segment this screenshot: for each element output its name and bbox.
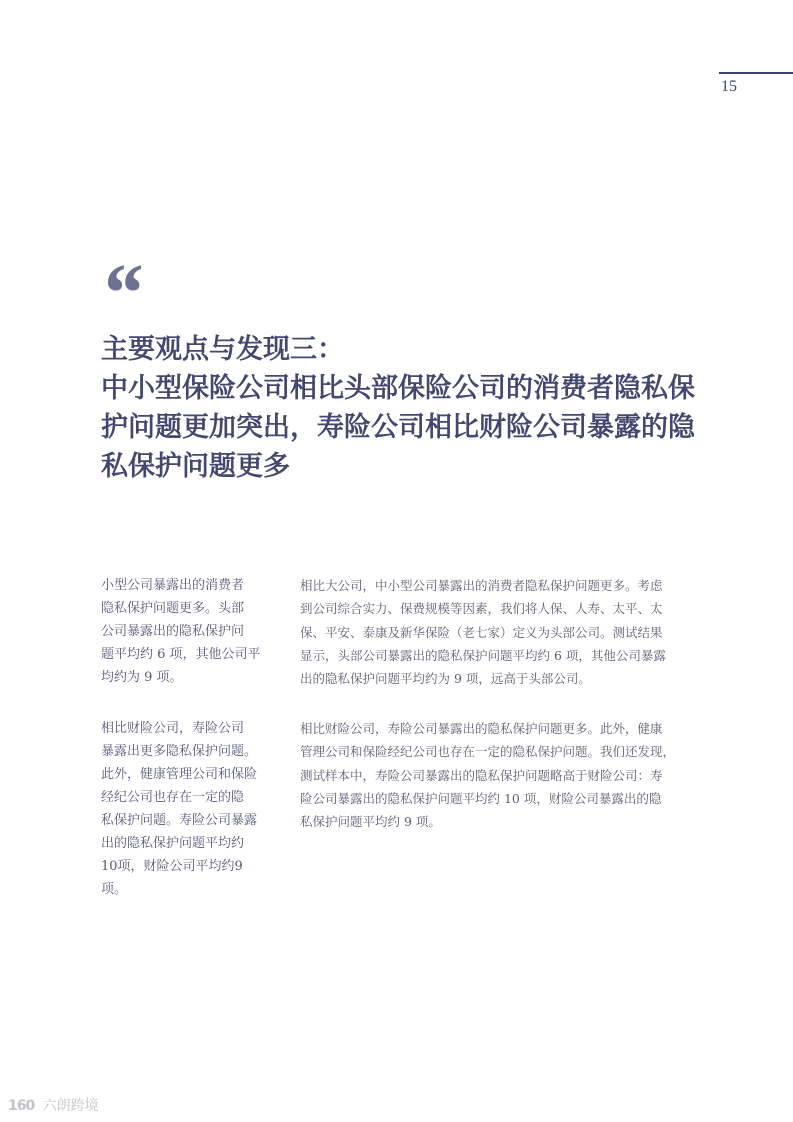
body-line: 到公司综合实力、保费规模等因素，我们将人保、人寿、太平、太: [300, 601, 663, 617]
quote-mark-icon: “: [100, 247, 142, 340]
body-line: 显示，头部公司暴露出的隐私保护问题平均约 6 项，其他公司暴露: [300, 647, 666, 663]
body-paragraph-insurance-type: [300, 717, 693, 833]
headline-line: 中小型保险公司相比头部保险公司的消费者隐私保: [101, 373, 695, 404]
sidebar-line: 私保护问题。寿险公司暴露: [101, 813, 258, 828]
watermark-logo-icon: 160: [8, 1098, 35, 1114]
body-line: 相比财险公司，寿险公司暴露出的隐私保护问题更多。此外，健康: [300, 721, 663, 736]
sidebar-line: 相比财险公司，寿险公司: [101, 721, 245, 736]
sidebar-line: 暴露出更多隐私保护问题。: [101, 744, 258, 759]
sidebar-line: 此外，健康管理公司和保险: [101, 767, 258, 782]
body-line: 测试样本中，寿险公司暴露出的隐私保护问题略高于财险公司：寿: [300, 767, 663, 783]
watermark-text: 六朗跨境: [42, 1098, 99, 1114]
body-line: 险公司暴露出的隐私保护问题平均约 10 项，财险公司暴露出的隐: [300, 790, 662, 806]
headline-line: 护问题更加突出，寿险公司相比财险公司暴露的隐: [101, 412, 695, 443]
sidebar-line: 隐私保护问题更多。头部: [101, 601, 245, 616]
headline-line: 主要观点与发现三：: [101, 334, 344, 365]
sidebar-line: 小型公司暴露出的消费者: [101, 578, 245, 593]
sidebar-line: 经纪公司也存在一定的隐: [101, 790, 245, 805]
page-number: 15: [721, 78, 737, 95]
sidebar-line: 均约为 9 项。: [101, 670, 183, 685]
sidebar-line: 出的隐私保护问题平均约: [101, 836, 245, 851]
page-header-rule: [719, 72, 793, 74]
sidebar-line: 10项，财险公司平均约9项。: [101, 859, 243, 897]
body-line: 私保护问题平均约 9 项。: [300, 814, 441, 830]
key-finding-headline: [101, 330, 701, 486]
body-line: 出的隐私保护问题平均约为 9 项，远高于头部公司。: [300, 671, 591, 687]
body-line: 保、平安、泰康及新华保险（老七家）定义为头部公司。测试结果: [300, 624, 663, 640]
sidebar-note-company-size: [101, 574, 266, 689]
sidebar-note-insurance-type: [101, 717, 266, 901]
watermark: [8, 1095, 99, 1115]
headline-line: 私保护问题更多: [101, 451, 290, 482]
body-paragraph-company-size: [300, 574, 693, 690]
sidebar-line: 题平均约 6 项，其他公司平: [101, 647, 261, 662]
body-line: 管理公司和保险经纪公司也存在一定的隐私保护问题。我们还发现，: [300, 744, 676, 760]
body-line: 相比大公司，中小型公司暴露出的消费者隐私保护问题更多。考虑: [300, 578, 663, 593]
sidebar-line: 公司暴露出的隐私保护问: [101, 624, 245, 639]
